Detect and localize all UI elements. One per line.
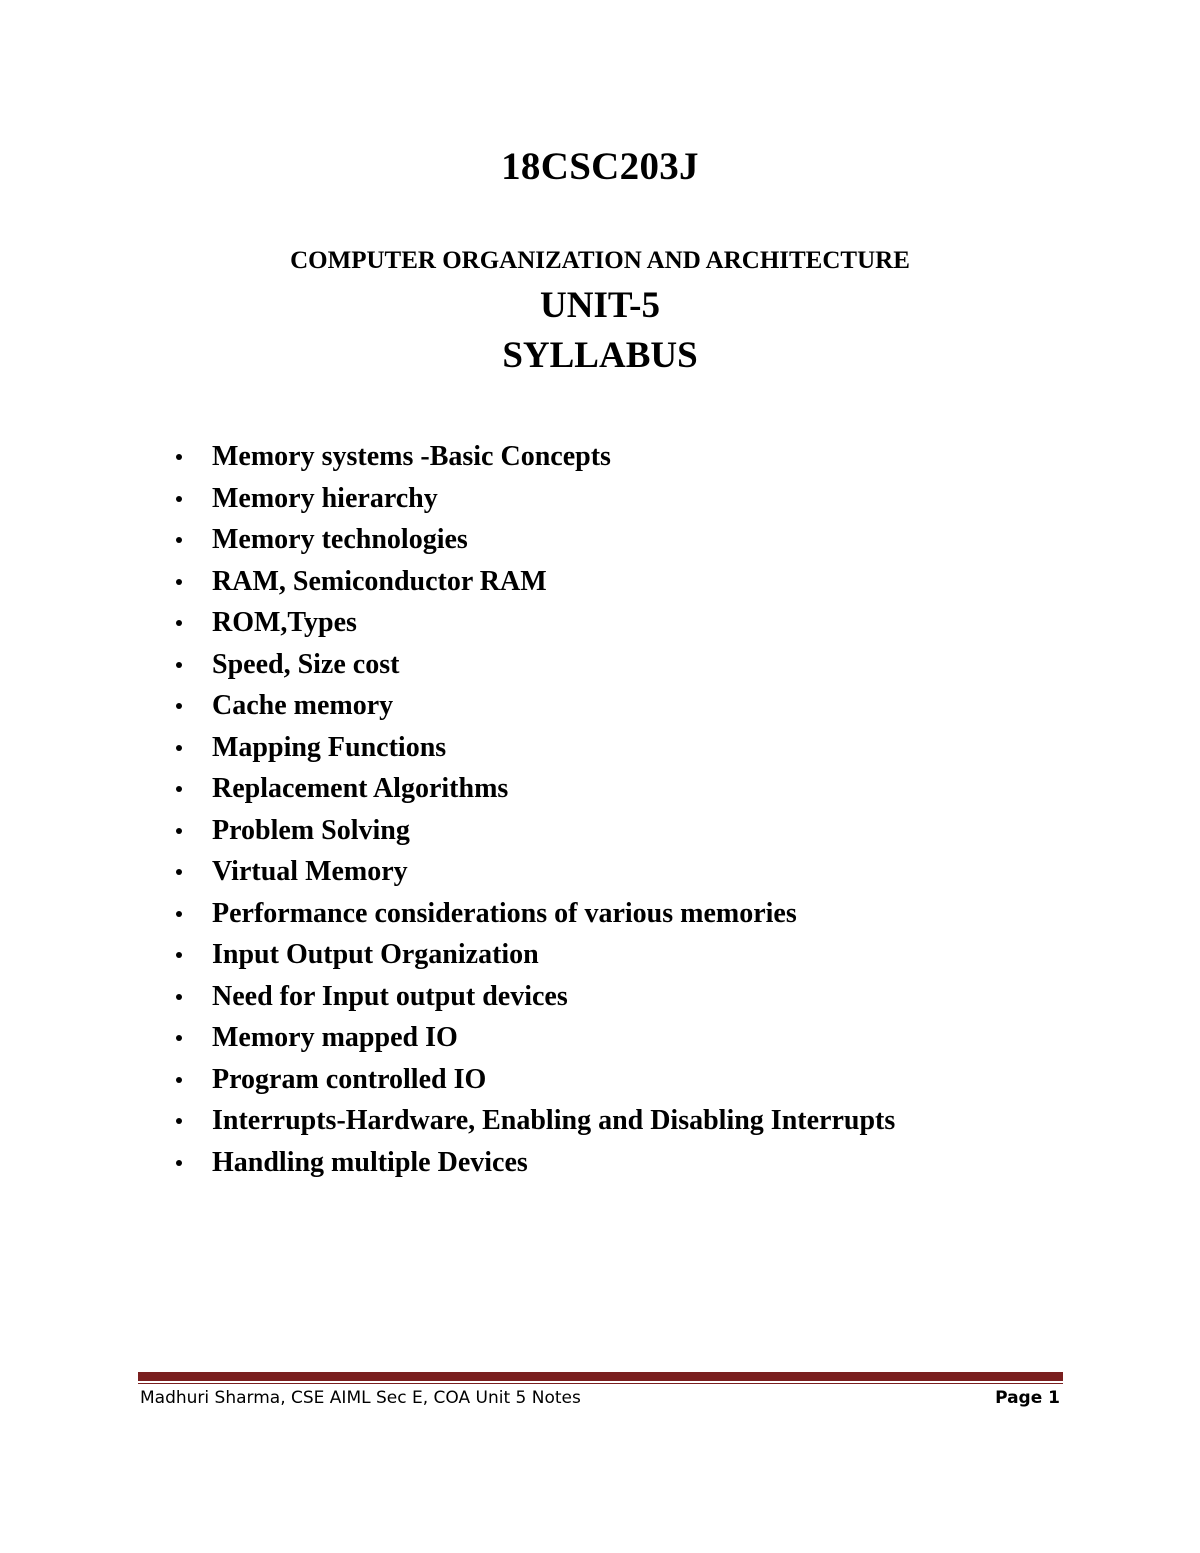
topic-text: Cache memory <box>212 690 394 721</box>
bullet-icon <box>176 1077 182 1083</box>
bullet-icon <box>176 454 182 460</box>
bullet-icon <box>176 620 182 626</box>
topic-text: Memory systems -Basic Concepts <box>212 441 611 472</box>
topic-text: RAM, Semiconductor RAM <box>212 565 547 597</box>
footer-author-note: Madhuri Sharma, CSE AIML Sec E, COA Unit 5 Notes <box>140 1388 581 1408</box>
bullet-icon <box>176 496 182 502</box>
topic-text: Problem Solving <box>212 814 410 846</box>
bullet-icon <box>176 1160 182 1166</box>
bullet-icon <box>176 703 182 709</box>
syllabus-heading: SYLLABUS <box>502 335 698 376</box>
bullet-icon <box>176 911 182 917</box>
bullet-icon <box>176 786 182 792</box>
course-title: COMPUTER ORGANIZATION AND ARCHITECTURE <box>290 247 910 274</box>
topic-text: ROM,Types <box>212 607 357 638</box>
topic-text: Interrupts-Hardware, Enabling and Disabling Interrupts <box>212 1105 896 1136</box>
bullet-icon <box>176 1035 182 1041</box>
topic-text: Virtual Memory <box>212 856 408 887</box>
topic-text: Speed, Size cost <box>212 648 400 680</box>
footer-rule-thin <box>138 1383 1063 1384</box>
footer-rule <box>138 1372 1063 1381</box>
bullet-icon <box>176 662 182 668</box>
topic-text: Program controlled IO <box>212 1063 487 1095</box>
bullet-icon <box>176 828 182 834</box>
topic-text: Mapping Functions <box>212 731 447 763</box>
topic-text: Handling multiple Devices <box>212 1146 528 1178</box>
topic-text: Replacement Algorithms <box>212 773 509 804</box>
topic-text: Need for Input output devices <box>212 980 568 1012</box>
course-code: 18CSC203J <box>501 145 699 188</box>
bullet-icon <box>176 537 182 543</box>
bullet-icon <box>176 745 182 751</box>
bullet-icon <box>176 869 182 875</box>
unit-label: UNIT-5 <box>540 285 660 326</box>
topic-text: Input Output Organization <box>212 939 539 970</box>
topic-text: Memory hierarchy <box>212 482 438 514</box>
topic-text: Memory technologies <box>212 524 468 555</box>
bullet-icon <box>176 994 182 1000</box>
bullet-icon <box>176 1118 182 1124</box>
page-number: Page 1 <box>995 1388 1060 1408</box>
topic-text: Memory mapped IO <box>212 1022 458 1053</box>
bullet-icon <box>176 952 182 958</box>
bullet-icon <box>176 579 182 585</box>
topic-text: Performance considerations of various memories <box>212 897 797 929</box>
